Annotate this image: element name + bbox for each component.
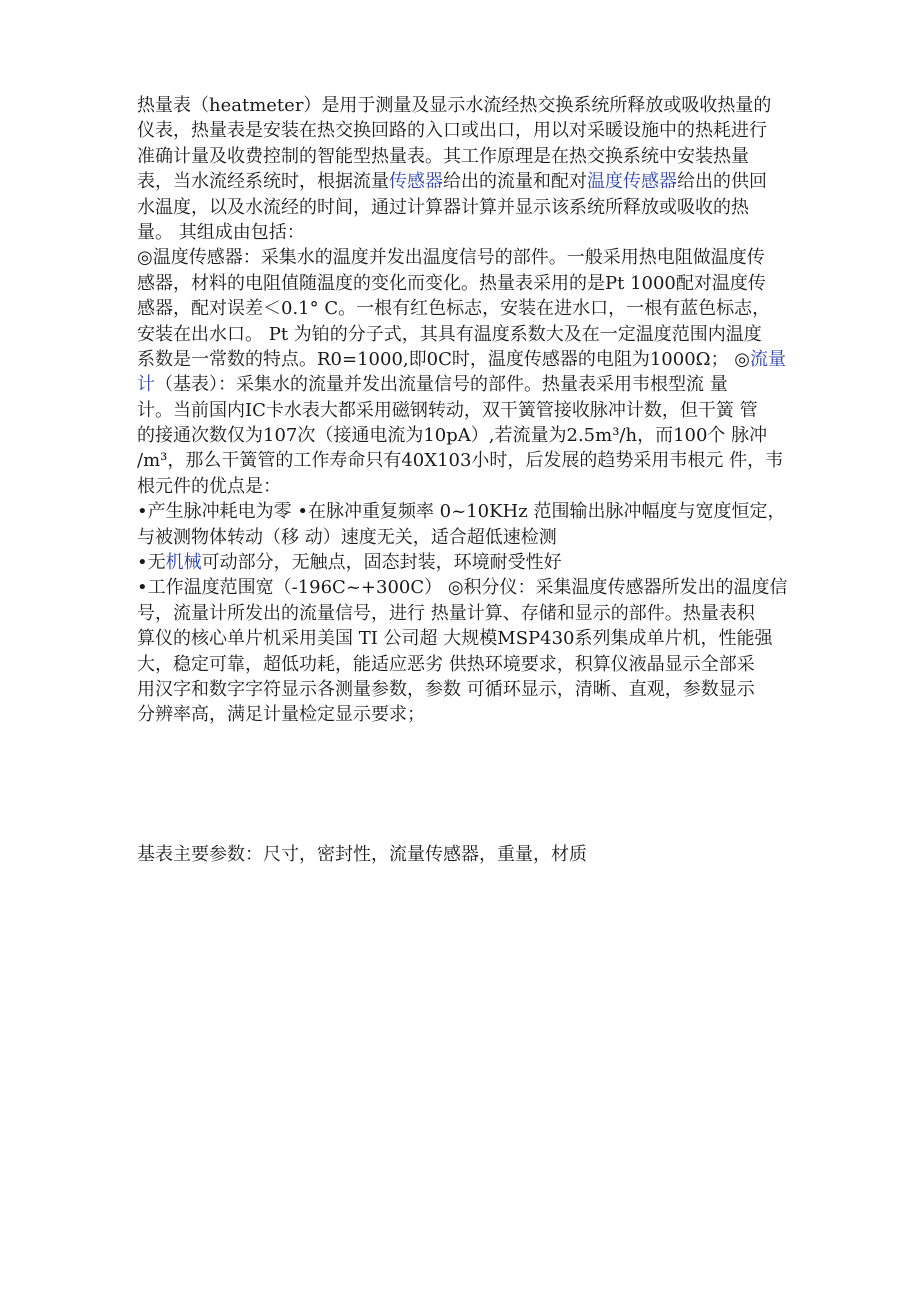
text-segment: 号，流量计所发出的流量信号，进行 热量计算、存储和显示的部件。热量表积 bbox=[137, 602, 755, 624]
text-line bbox=[137, 550, 797, 575]
text-segment: 算仪的核心单片机采用美国 TI 公司超 大规模MSP430系列集成单片机，性能强 bbox=[137, 628, 773, 650]
text-line bbox=[137, 525, 797, 550]
text-line bbox=[137, 499, 797, 524]
hyperlink[interactable]: 计 bbox=[137, 374, 155, 396]
text-line bbox=[137, 677, 797, 702]
text-line bbox=[137, 195, 797, 220]
text-line bbox=[137, 347, 797, 372]
hyperlink[interactable]: 机械 bbox=[165, 552, 202, 574]
text-segment: （基表）：采集水的流量并发出流量信号的部件。热量表采用韦根型流 量 bbox=[155, 374, 728, 396]
text-segment: 大，稳定可靠，超低功耗，能适应恶劣 供热环境要求，积算仪液晶显示全部采 bbox=[137, 653, 755, 675]
text-segment: /m³，那么干簧管的工作寿命只有40X103小时，后发展的趋势采用韦根元 件，韦 bbox=[137, 450, 784, 472]
text-segment: 热量表（heatmeter）是用于测量及显示水流经热交换系统所释放或吸收热量的 bbox=[137, 95, 772, 116]
text-line bbox=[137, 372, 797, 397]
text-segment: 可动部分，无触点，固态封装，环境耐受性好 bbox=[201, 552, 562, 574]
text-line bbox=[137, 702, 797, 727]
hyperlink[interactable]: 流量 bbox=[750, 348, 786, 370]
text-segment: 表，当水流经系统时，根据流量 bbox=[137, 171, 389, 193]
text-segment: 仪表，热量表是安装在热交换回路的入口或出口，用以对采暖设施中的热耗进行 bbox=[137, 120, 767, 142]
text-line bbox=[137, 474, 797, 499]
text-segment: •工作温度范围宽（-196C~+300C） ◎积分仪：采集温度传感器所发出的温度信 bbox=[137, 577, 788, 599]
text-segment: 感器，材料的电阻值随温度的变化而变化。热量表采用的是Pt 1000配对温度传 bbox=[137, 272, 766, 294]
body-text bbox=[137, 93, 797, 728]
text-line bbox=[137, 652, 797, 677]
text-line bbox=[137, 322, 797, 347]
text-line bbox=[137, 626, 797, 651]
text-segment: 计。当前国内IC卡水表大都采用磁钢转动，双干簧管接收脉冲计数，但干簧 管 bbox=[137, 399, 758, 421]
hyperlink[interactable]: 传感器 bbox=[389, 171, 443, 193]
text-segment: 给出的流量和配对 bbox=[443, 171, 587, 193]
text-segment: 水温度，以及水流经的时间，通过计算器计算并显示该系统所释放或吸收的热 bbox=[137, 196, 749, 218]
text-segment: •产生脉冲耗电为零 •在脉冲重复频率 0~10KHz 范围输出脉冲幅度与宽度恒定， bbox=[137, 501, 786, 523]
text-segment: 量。 其组成由包括： bbox=[137, 221, 305, 243]
text-line bbox=[137, 245, 797, 270]
text-line bbox=[137, 601, 797, 626]
text-line bbox=[137, 448, 797, 473]
text-line bbox=[137, 398, 797, 423]
text-segment: 安装在出水口。 Pt 为铂的分子式，其具有温度系数大及在一定温度范围内温度 bbox=[137, 323, 762, 345]
footer-paragraph: 基表主要参数：尺寸，密封性，流量传感器，重量，材质 bbox=[137, 844, 587, 865]
text-line bbox=[137, 118, 797, 143]
text-line bbox=[137, 169, 797, 194]
text-segment: •无 bbox=[137, 552, 166, 574]
text-segment: 准确计量及收费控制的智能型热量表。其工作原理是在热交换系统中安装热量 bbox=[137, 145, 749, 167]
text-line bbox=[137, 423, 797, 448]
text-segment: 用汉字和数字字符显示各测量参数，参数 可循环显示，清晰、直观，参数显示 bbox=[137, 678, 755, 700]
text-segment: 感器，配对误差＜0.1° C。一根有红色标志，安装在进水口，一根有蓝色标志， bbox=[137, 298, 771, 320]
text-segment: 的接通次数仅为107次（接通电流为10pA）,若流量为2.5m³/h，而100个 脉冲 bbox=[137, 425, 768, 447]
text-line bbox=[137, 220, 797, 245]
text-segment: 分辨率高，满足计量检定显示要求； bbox=[137, 704, 425, 726]
text-line bbox=[137, 271, 797, 296]
text-line bbox=[137, 575, 797, 600]
text-segment: 给出的供回 bbox=[677, 171, 767, 193]
text-line bbox=[137, 144, 797, 169]
text-segment: 系数是一常数的特点。R0=1000,即0C时，温度传感器的电阻为1000Ω； ◎ bbox=[137, 348, 750, 370]
text-segment: 与被测物体转动（移 动）速度无关，适合超低速检测 bbox=[137, 526, 557, 548]
text-segment: ◎温度传感器：采集水的温度并发出温度信号的部件。一般采用热电阻做温度传 bbox=[137, 247, 765, 269]
text-line bbox=[137, 296, 797, 321]
text-segment: 根元件的优点是： bbox=[137, 475, 281, 497]
hyperlink[interactable]: 温度传感器 bbox=[587, 171, 677, 193]
text-line bbox=[137, 93, 797, 118]
